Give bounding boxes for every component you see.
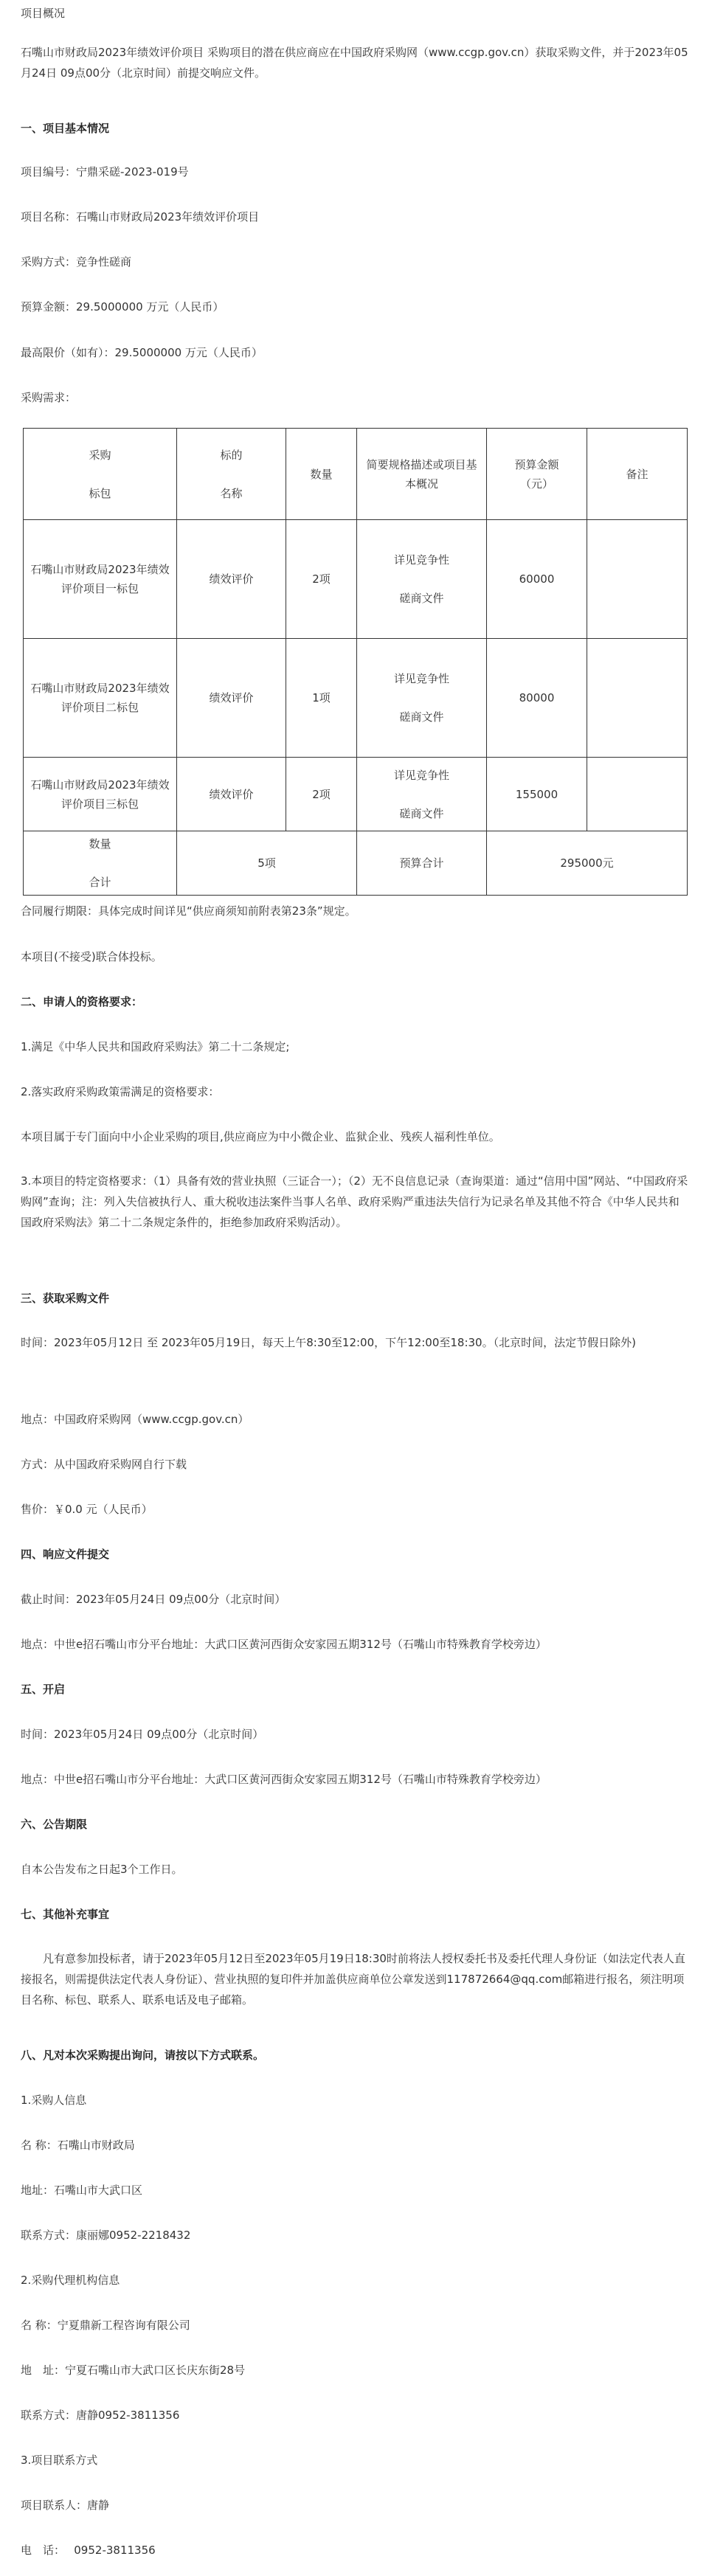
row-description: 详见竞争性 磋商文件 <box>357 639 487 758</box>
qualification-3: 3.本项目的特定资格要求：（1）具备有效的营业执照（三证合一）；（2）无不良信息记录（查询渠道：通过“信用中国”网站、“中国政府采购网”查询；注：列入失信被执行人、重大税收违法案件当事人名单、政府采购严重违法失信行为记录名单及其他不符合《中华人民共和国政府采购法》第二十二条规定条件的，拒绝参加政府采购活动）。 <box>21 1174 688 1229</box>
obtain-price: 售价：￥0.0 元（人民币） <box>21 1503 153 1516</box>
budget-amount: 预算金额：29.5000000 万元（人民币） <box>21 300 224 314</box>
row-quantity: 2项 <box>286 758 357 831</box>
row-description: 详见竞争性 磋商文件 <box>357 758 487 831</box>
project-contact-phone: 电 话： 0952-3811356 <box>21 2544 156 2557</box>
table-row <box>24 520 688 639</box>
buyer-info-title: 1.采购人信息 <box>21 2094 87 2107</box>
obtain-way: 方式：从中国政府采购网自行下载 <box>21 1458 187 1471</box>
section-3-heading: 三、获取采购文件 <box>21 1292 110 1305</box>
table-row <box>24 758 688 831</box>
project-number: 项目编号：宁鼎采磋-2023-019号 <box>21 165 189 179</box>
opening-time: 时间：2023年05月24日 09点00分（北京时间） <box>21 1728 264 1741</box>
total-quantity: 5项 <box>177 831 357 896</box>
row-package: 石嘴山市财政局2023年绩效评价项目一标包 <box>24 520 177 639</box>
consortium-note: 本项目(不接受)联合体投标。 <box>21 950 162 963</box>
section-8-heading: 八、凡对本次采购提出询问，请按以下方式联系。 <box>21 2049 265 2062</box>
qualification-1: 1.满足《中华人民共和国政府采购法》第二十二条规定; <box>21 1040 290 1053</box>
row-note <box>587 639 688 758</box>
table-header-row <box>24 429 688 520</box>
submit-deadline: 截止时间：2023年05月24日 09点00分（北京时间） <box>21 1593 286 1606</box>
obtain-place: 地点：中国政府采购网（www.ccgp.gov.cn） <box>21 1413 249 1426</box>
total-label: 数量 合计 <box>24 831 177 896</box>
submit-place: 地点：中世e招石嘴山市分平台地址：大武口区黄河西街众安家园五期312号（石嘴山市特殊教育学校旁边） <box>21 1638 547 1651</box>
buyer-contact: 联系方式：康丽娜0952-2218432 <box>21 2229 191 2242</box>
qualification-2: 2.落实政府采购政策需满足的资格要求： <box>21 1085 220 1098</box>
header-note: 备注 <box>587 429 688 520</box>
section-1-heading: 一、项目基本情况 <box>21 122 110 135</box>
agent-contact: 联系方式：唐静0952-3811356 <box>21 2409 180 2422</box>
row-item: 绩效评价 <box>177 520 286 639</box>
section-5-heading: 五、开启 <box>21 1683 66 1696</box>
row-amount: 80000 <box>487 639 587 758</box>
header-package: 采购 标包 <box>24 429 177 520</box>
overview-title: 项目概况 <box>21 7 66 20</box>
total-amount: 295000元 <box>487 831 688 896</box>
section-4-heading: 四、响应文件提交 <box>21 1548 110 1561</box>
header-quantity: 数量 <box>286 429 357 520</box>
header-budget: 预算金额 （元） <box>487 429 587 520</box>
row-note <box>587 758 688 831</box>
row-item: 绩效评价 <box>177 639 286 758</box>
contract-period: 合同履行期限：具体完成时间详见“供应商须知前附表第23条”规定。 <box>21 904 356 918</box>
row-amount: 155000 <box>487 758 587 831</box>
header-item: 标的 名称 <box>177 429 286 520</box>
project-name: 项目名称：石嘴山市财政局2023年绩效评价项目 <box>21 210 260 224</box>
header-description: 简要规格描述或项目基本概况 <box>357 429 487 520</box>
demand-label: 采购需求： <box>21 391 77 404</box>
table-total-row <box>24 831 688 896</box>
project-contact-person: 项目联系人：唐静 <box>21 2499 110 2512</box>
row-note <box>587 520 688 639</box>
row-description: 详见竞争性 磋商文件 <box>357 520 487 639</box>
agent-name: 名 称：宁夏鼎新工程咨询有限公司 <box>21 2319 190 2332</box>
agent-info-title: 2.采购代理机构信息 <box>21 2274 120 2287</box>
row-item: 绩效评价 <box>177 758 286 831</box>
obtain-time: 时间：2023年05月12日 至 2023年05月19日，每天上午8:30至12:00，下午12:00至18:30。（北京时间，法定节假日除外) <box>21 1336 636 1349</box>
buyer-name: 名 称：石嘴山市财政局 <box>21 2139 135 2152</box>
procurement-method: 采购方式：竞争性磋商 <box>21 255 132 269</box>
qualification-sme: 本项目属于专门面向中小企业采购的项目,供应商应为中小微企业、监狱企业、残疾人福利性单位。 <box>21 1130 500 1143</box>
project-contact-title: 3.项目联系方式 <box>21 2454 98 2467</box>
row-amount: 60000 <box>487 520 587 639</box>
agent-address: 地 址：宁夏石嘴山市大武口区长庆东街28号 <box>21 2364 246 2377</box>
intro-paragraph: 石嘴山市财政局2023年绩效评价项目 采购项目的潜在供应商应在中国政府采购网（www.ccgp.gov.cn）获取采购文件，并于2023年05月24日 09点00分（北京时间）前提交响应文件。 <box>21 46 688 80</box>
section-2-heading: 二、申请人的资格要求： <box>21 995 143 1008</box>
max-price: 最高限价（如有）：29.5000000 万元（人民币） <box>21 346 263 359</box>
row-package: 石嘴山市财政局2023年绩效评价项目二标包 <box>24 639 177 758</box>
opening-place: 地点：中世e招石嘴山市分平台地址：大武口区黄河西街众安家园五期312号（石嘴山市特殊教育学校旁边） <box>21 1773 547 1786</box>
row-package: 石嘴山市财政局2023年绩效评价项目三标包 <box>24 758 177 831</box>
buyer-address: 地址：石嘴山市大武口区 <box>21 2184 143 2197</box>
total-budget-label: 预算合计 <box>357 831 487 896</box>
section-7-heading: 七、其他补充事宜 <box>21 1908 110 1921</box>
table-row <box>24 639 688 758</box>
section-6-heading: 六、公告期限 <box>21 1818 88 1831</box>
supplementary-text: 凡有意参加投标者，请于2023年05月12日至2023年05月19日18:30时前将法人授权委托书及委托代理人身份证（如法定代表人直接报名，则需提供法定代表人身份证）、营业执照的复印件并加盖供应商单位公章发送到117872664@qq.com邮箱进行报名，须注明项目名称、标包、联系人、联系电话及电子邮箱。 <box>21 1952 685 2007</box>
demand-table <box>23 428 687 889</box>
row-quantity: 2项 <box>286 520 357 639</box>
notice-period: 自本公告发布之日起3个工作日。 <box>21 1863 183 1876</box>
row-quantity: 1项 <box>286 639 357 758</box>
